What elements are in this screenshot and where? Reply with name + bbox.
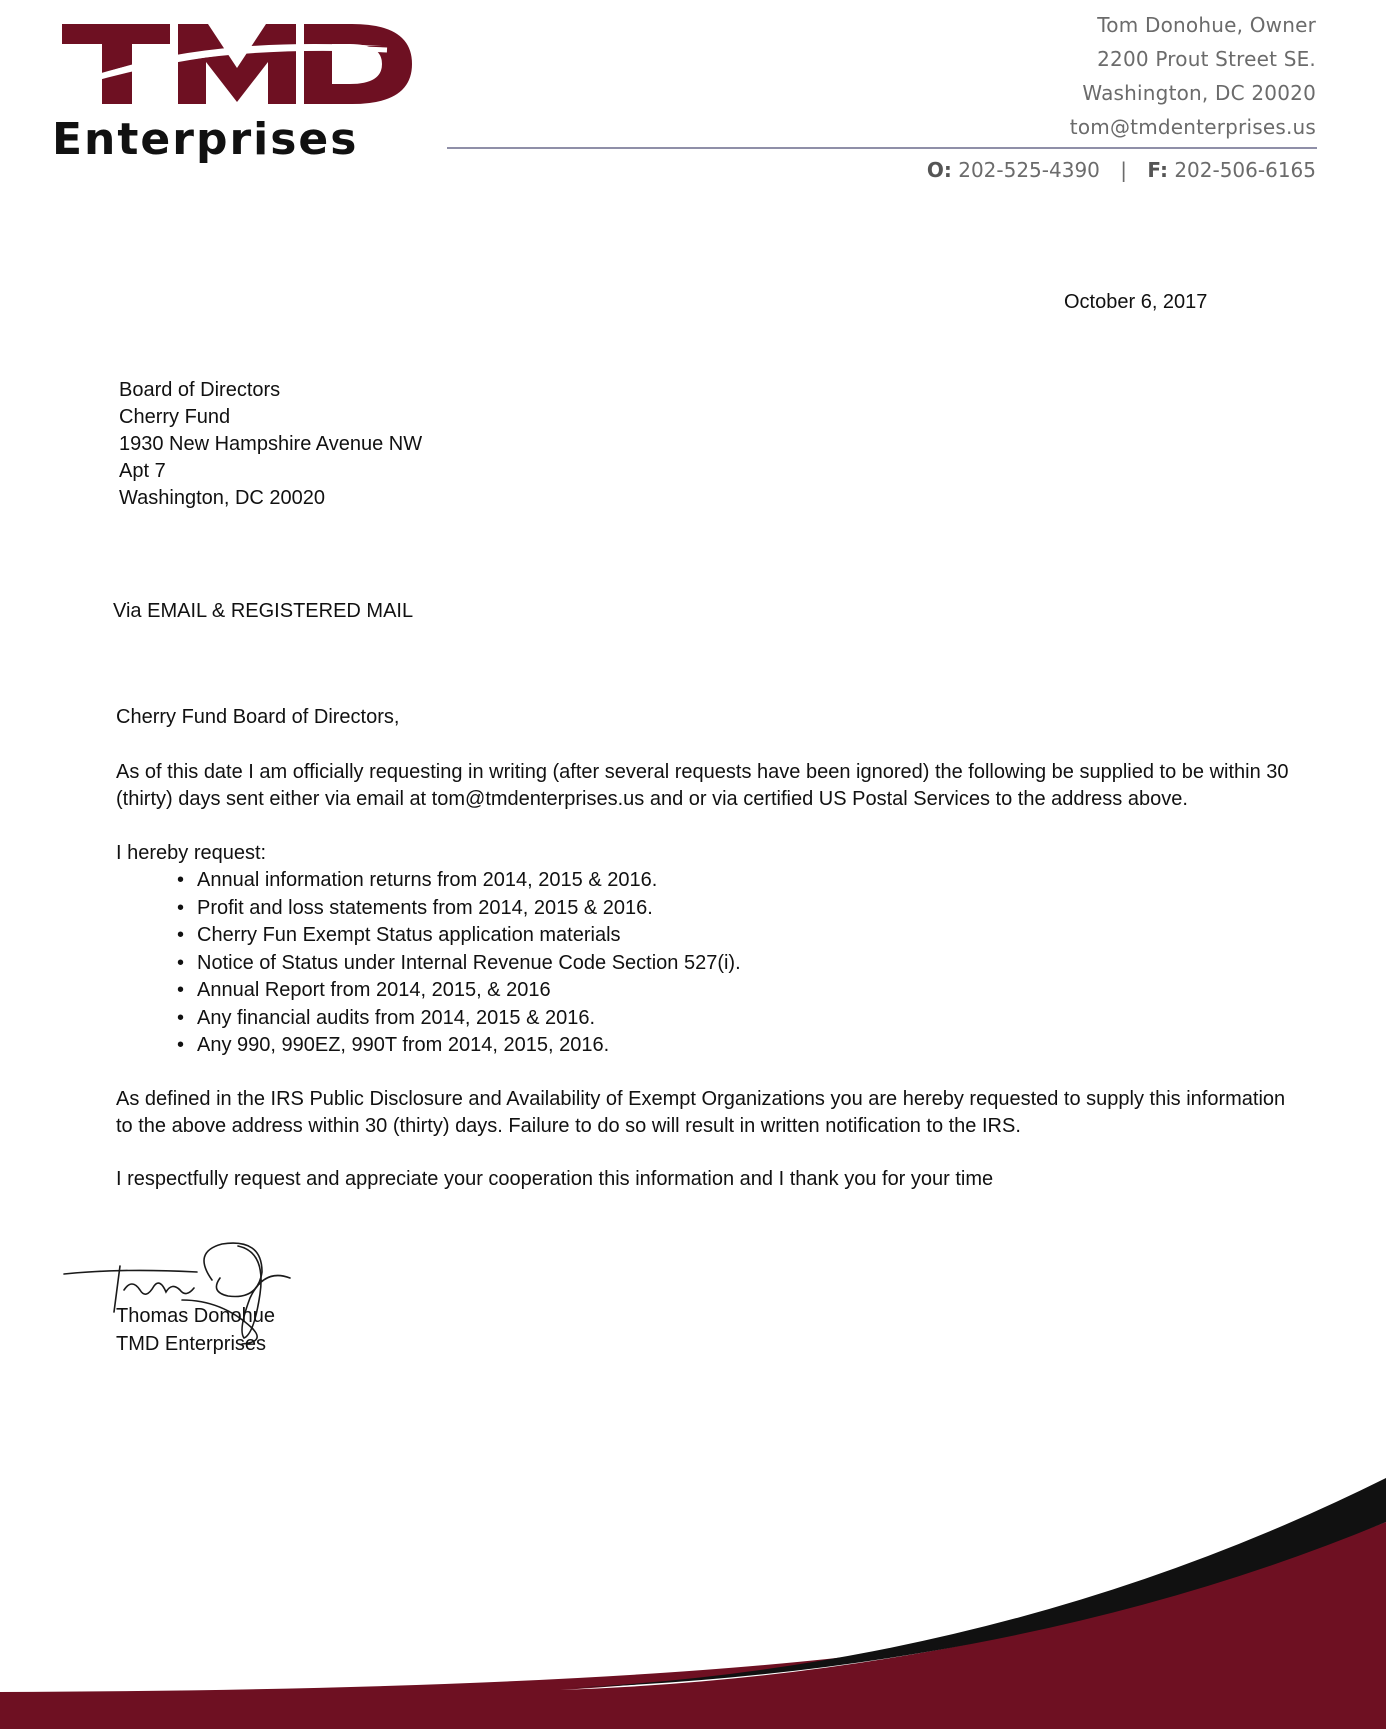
contact-street: 2200 Prout Street SE.	[1097, 47, 1316, 71]
paragraph-closing: I respectfully request and appreciate your cooperation this information and I thank you for your time	[116, 1168, 994, 1190]
list-item: • Any 990, 990EZ, 990T from 2014, 2015, 2016.	[175, 1032, 741, 1060]
contact-email[interactable]: tom@tmdenterprises.us	[1069, 115, 1316, 139]
fax-phone: 202-506-6165	[1174, 158, 1316, 182]
letter-date: October 6, 2017	[1064, 291, 1208, 313]
footer-wave-graphic	[0, 1460, 1386, 1729]
list-item: • Annual information returns from 2014, 2015 & 2016.	[175, 867, 741, 895]
office-label: O:	[926, 158, 952, 182]
bullet-icon: •	[177, 896, 185, 919]
paragraph-irs: As defined in the IRS Public Disclosure and Availability of Exempt Organizations you are hereby requested to supply this information to the above address within 30 (thirty) days. Failure to do so will result in written notification to the IRS.	[116, 1088, 1286, 1137]
office-phone: 202-525-4390	[958, 158, 1100, 182]
paragraph-request: As of this date I am officially requesting in writing (after several requests have been ignored) the following be supplied to be within 30 (thirty) days sent either via email at tom@tmdenterprises.us and or via certified US Postal Services to the address above.	[116, 761, 1289, 810]
contact-block	[1070, 8, 1316, 144]
bullet-icon: •	[177, 924, 185, 946]
list-item: • Any financial audits from 2014, 2015 & 2016.	[175, 1005, 741, 1033]
request-intro: I hereby request:	[116, 842, 267, 864]
bullet-icon: •	[177, 979, 185, 1001]
delivery-method: Via EMAIL & REGISTERED MAIL	[113, 600, 414, 622]
recipient-address	[119, 377, 422, 512]
contact-city: Washington, DC 20020	[1082, 81, 1316, 105]
salutation: Cherry Fund Board of Directors,	[116, 706, 400, 728]
signer-company: TMD Enterprises	[116, 1333, 267, 1355]
list-item: • Notice of Status under Internal Revenue Code Section 527(i).	[175, 950, 741, 978]
bullet-icon: •	[177, 1006, 185, 1029]
fax-label: F:	[1147, 158, 1168, 182]
phone-separator: |	[1120, 158, 1128, 182]
list-item: • Annual Report from 2014, 2015, & 2016	[175, 977, 741, 1005]
list-item: • Profit and loss statements from 2014, 2015 & 2016.	[175, 895, 741, 923]
header-divider	[447, 147, 1317, 149]
bullet-icon: •	[177, 869, 185, 891]
recipient-line: Washington, DC 20020	[119, 487, 326, 509]
company-logo	[52, 16, 412, 166]
bullet-icon: •	[177, 951, 185, 974]
logo-wordmark: Enterprises	[52, 114, 359, 165]
contact-name: Tom Donohue, Owner	[1097, 13, 1316, 37]
recipient-line: Apt 7	[119, 460, 166, 482]
request-list	[175, 867, 741, 1060]
bullet-icon: •	[177, 1034, 185, 1056]
phone-line	[927, 158, 1316, 182]
recipient-line: Board of Directors	[119, 379, 281, 401]
list-item: • Cherry Fun Exempt Status application materials	[175, 922, 741, 950]
recipient-line: 1930 New Hampshire Avenue NW	[119, 433, 423, 455]
recipient-line: Cherry Fund	[119, 406, 231, 428]
signer-name: Thomas Donohue	[116, 1305, 275, 1327]
